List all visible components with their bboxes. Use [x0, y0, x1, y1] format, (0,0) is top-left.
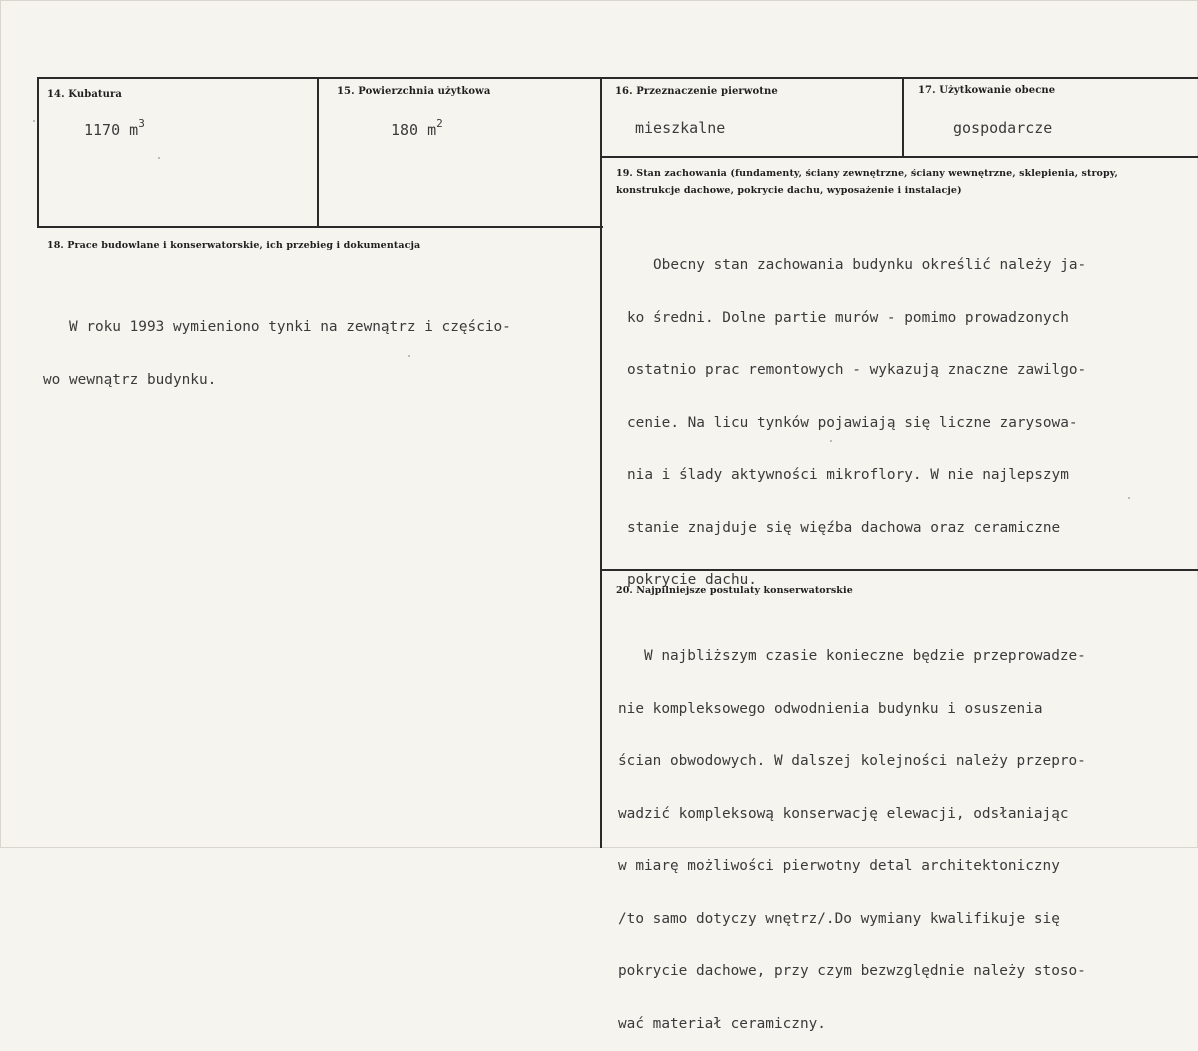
field-20-line: nie kompleksowego odwodnienia budynku i osuszenia — [618, 700, 1043, 717]
scan-speck — [33, 120, 35, 122]
field-14-label: 14. Kubatura — [47, 89, 122, 100]
field-18-line: W roku 1993 wymieniono tynki na zewnątrz i częścio- — [43, 319, 511, 335]
field-14-exponent: 3 — [138, 117, 145, 130]
field-19-line: cenie. Na licu tynków pojawiają się liczne zarysowa- — [627, 414, 1078, 431]
field-20-line: ścian obwodowych. W dalszej kolejności należy przepro- — [618, 753, 1086, 769]
divider-16-17 — [902, 77, 904, 158]
top-rule — [37, 77, 1198, 79]
field-16-value: mieszkalne — [635, 119, 726, 137]
scan-speck — [158, 157, 160, 159]
field-20-text — [618, 613, 1086, 1051]
field-19-line: stanie znajduje się więźba dachowa oraz ceramiczne — [627, 519, 1061, 536]
field-18-label: 18. Prace budowlane i konserwatorskie, ich przebieg i dokumentacja — [47, 240, 421, 251]
field-20-line: W najbliższym czasie konieczne będzie przeprowadze- — [618, 648, 1086, 664]
rule-under-14-15 — [37, 226, 603, 228]
field-18-line: wo wewnątrz budynku. — [43, 371, 217, 388]
field-15-number: 180 m — [391, 121, 437, 139]
field-17-value: gospodarcze — [953, 119, 1053, 137]
field-19-text — [627, 222, 1086, 607]
field-19-line: ostatnio prac remontowych - wykazują znaczne zawilgo- — [627, 362, 1087, 378]
field-14-number: 1170 m — [84, 121, 139, 139]
field-20-line: pokrycie dachowe, przy czym bezwzględnie należy stoso- — [618, 963, 1086, 979]
field-19-line: pokrycie dachu. — [627, 572, 757, 588]
scan-speck — [1128, 497, 1130, 499]
field-19-label — [616, 165, 1118, 199]
field-20-label: 20. Najpilniejsze postulaty konserwatorskie — [616, 585, 853, 596]
field-20-line: w miarę możliwości pierwotny detal architektoniczny — [618, 858, 1060, 874]
field-19-label-line-1: 19. Stan zachowania (fundamenty, ściany zewnętrzne, ściany wewnętrzne, sklepienia, stropy, — [616, 168, 1118, 179]
field-16-label: 16. Przeznaczenie pierwotne — [615, 86, 778, 97]
field-18-text — [43, 284, 511, 407]
rule-under-16-17 — [602, 156, 1198, 158]
divider-14-15 — [317, 77, 319, 228]
field-20-line: wać materiał ceramiczny. — [618, 1015, 826, 1032]
field-19-line: ko średni. Dolne partie murów - pomimo prowadzonych — [627, 309, 1069, 326]
left-border — [37, 77, 39, 228]
field-15-value — [391, 119, 443, 139]
scan-speck — [408, 355, 410, 357]
scan-speck — [830, 440, 832, 442]
field-19-line: Obecny stan zachowania budynku określić należy ja- — [627, 257, 1087, 273]
field-14-value — [84, 119, 145, 139]
field-15-exponent: 2 — [436, 117, 443, 130]
field-19-label-line-2: konstrukcje dachowe, pokrycie dachu, wyposażenie i instalacje) — [616, 185, 962, 196]
field-17-label: 17. Użytkowanie obecne — [918, 85, 1056, 96]
field-20-line: wadzić kompleksową konserwację elewacji, odsłaniając — [618, 805, 1069, 822]
center-divider — [600, 77, 602, 848]
field-20-line: /to samo dotyczy wnętrz/.Do wymiany kwalifikuje się — [618, 910, 1060, 927]
field-19-line: nia i ślady aktywności mikroflory. W nie najlepszym — [627, 467, 1069, 483]
field-15-label: 15. Powierzchnia użytkowa — [337, 86, 491, 97]
